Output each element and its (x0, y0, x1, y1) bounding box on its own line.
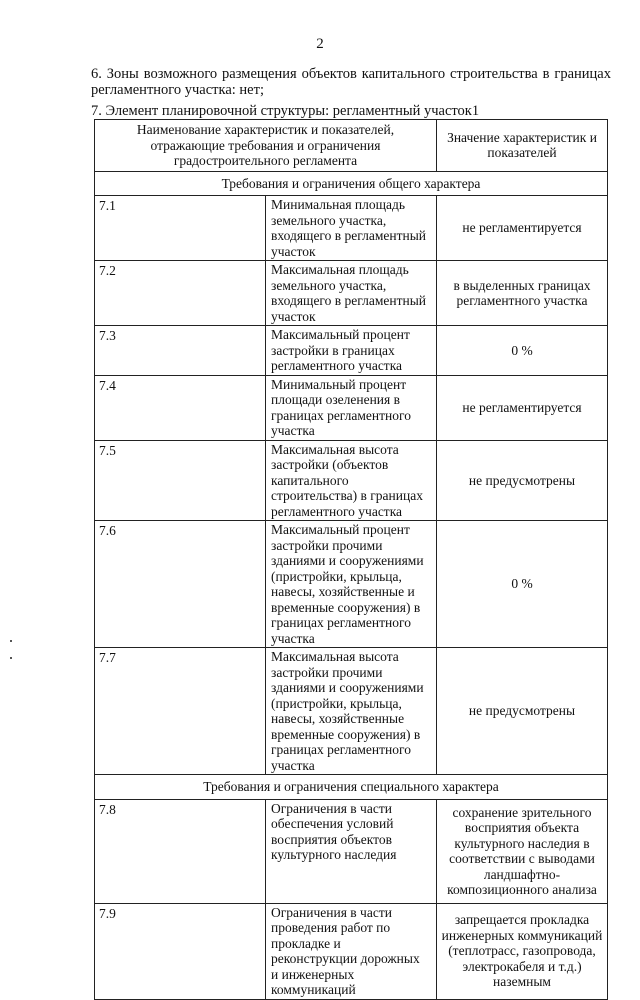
row-number: 7.3 (95, 326, 266, 376)
section-row (95, 775, 608, 800)
row-number: 7.5 (95, 440, 266, 521)
row-name: Максимальная высота застройки (объектов капитального строительства) в границах регламентного участка (266, 440, 437, 521)
table-row (95, 261, 608, 326)
margin-mark (10, 640, 12, 642)
table-row (95, 440, 608, 521)
row-name: Минимальный процент площади озеленения в границах регламентного участка (266, 375, 437, 440)
paragraph-7: 7. Элемент планировочной структуры: регламентный участок1 (91, 103, 480, 119)
section-special-title: Требования и ограничения специального характера (95, 775, 608, 800)
row-name: Максимальный процент застройки в границах регламентного участка (266, 326, 437, 376)
table-row (95, 196, 608, 261)
table-header-row (95, 120, 608, 172)
section-general-title: Требования и ограничения общего характера (95, 171, 608, 196)
row-number: 7.9 (95, 903, 266, 999)
section-row (95, 171, 608, 196)
header-values: Значение характеристик и показателей (437, 120, 608, 172)
row-value: 0 % (437, 326, 608, 376)
row-value: сохранение зрительного восприятия объекта культурного наследия в соответствии с выводами ландшафтно-композиционного анализа (437, 799, 608, 903)
row-name: Максимальный процент застройки прочими зданиями и сооружениями (пристройки, крыльца, навесы, хозяйственные и временные сооружения) в границах регламентного участка (266, 521, 437, 648)
row-name: Ограничения в части проведения работ по прокладке и реконструкции дорожных и инженерных коммуникаций (266, 903, 437, 999)
row-number: 7.7 (95, 648, 266, 775)
row-value: не предусмотрены (437, 648, 608, 775)
paragraph-6: 6. Зоны возможного размещения объектов капитального строительства в границах регламентного участка: нет; (91, 66, 611, 98)
page-number: 2 (316, 36, 324, 52)
table-row (95, 521, 608, 648)
row-value: не регламентируется (437, 196, 608, 261)
table-row (95, 799, 608, 903)
regulations-table (94, 119, 608, 1000)
table-row (95, 648, 608, 775)
row-value: запрещается прокладка инженерных коммуникаций (теплотрасс, газопровода, электрокабеля и т.д.) наземным (437, 903, 608, 999)
row-value: в выделенных границах регламентного участка (437, 261, 608, 326)
row-value: не регламентируется (437, 375, 608, 440)
row-number: 7.8 (95, 799, 266, 903)
header-characteristics: Наименование характеристик и показателей, отражающие требования и ограничения градостроительного регламента (95, 120, 437, 172)
row-value: не предусмотрены (437, 440, 608, 521)
row-number: 7.4 (95, 375, 266, 440)
row-name: Минимальная площадь земельного участка, входящего в регламентный участок (266, 196, 437, 261)
row-value: 0 % (437, 521, 608, 648)
row-number: 7.2 (95, 261, 266, 326)
row-number: 7.1 (95, 196, 266, 261)
row-name: Ограничения в части обеспечения условий восприятия объектов культурного наследия (266, 799, 437, 903)
row-name: Максимальная площадь земельного участка, входящего в регламентный участок (266, 261, 437, 326)
margin-mark (10, 657, 12, 659)
table-row (95, 903, 608, 999)
row-number: 7.6 (95, 521, 266, 648)
table-row (95, 326, 608, 376)
row-name: Максимальная высота застройки прочими зданиями и сооружениями (пристройки, крыльца, навесы, хозяйственные временные сооружения) в границах регламентного участка (266, 648, 437, 775)
table-row (95, 375, 608, 440)
